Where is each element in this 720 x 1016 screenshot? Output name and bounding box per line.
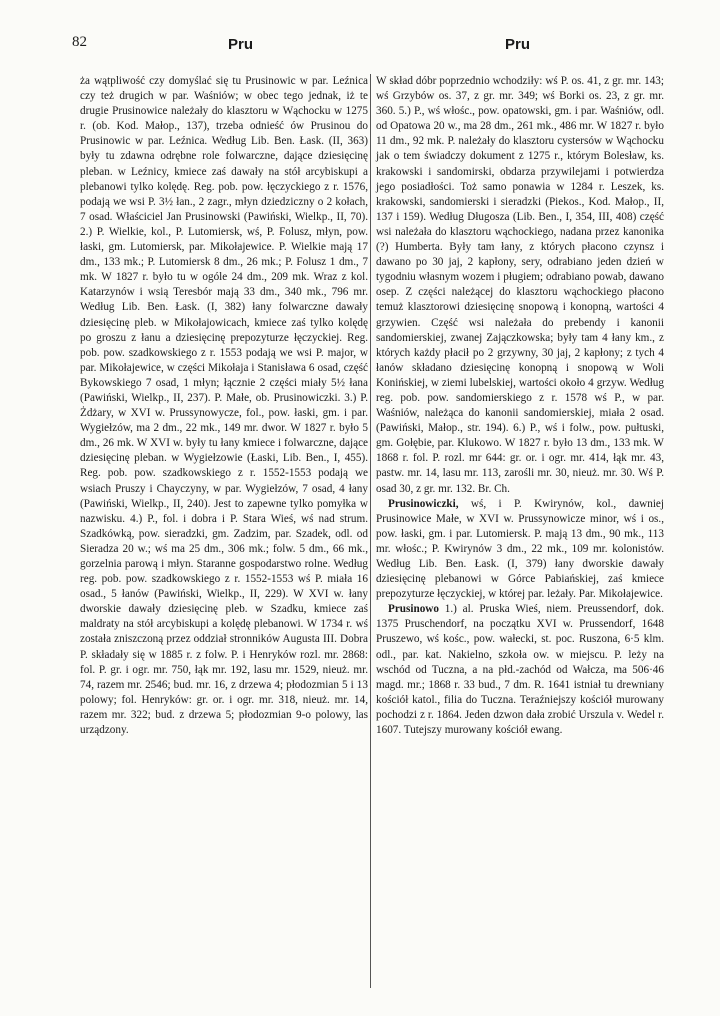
entry-prusinowo-text: 1.) al. Pruska Wieś, niem. Preussendorf, dok. 1375 Pruschendorf, na początku XVI w. Prussendorf, 1648 Pruszewo, wś kośc., pow. wałecki, st. poc. Ruszona, 6·5 klm. odl., par. kat. Nakielno, szkoła ow. w miejscu. P. leży na wschód od Tuczna, a na płd.-zachód od Wałcza, ma 506·46 magd. mr.; 1868 r. 33 bud., 7 dm. R. 1641 istniał tu drewniany kościół katol., filia do Tuczna. Teraźniejszy kościół murowany pochodzi z r. 1864. Jeden dzwon dała zrobić Urszula v. Wedel r. 1607. Tutejszy murowany kościół ewang.	[376, 603, 664, 737]
page-number: 82	[72, 34, 87, 50]
running-head-right: Pru	[505, 36, 531, 53]
right-column	[376, 74, 664, 738]
headword-prusinowo: Prusinowo	[388, 603, 439, 616]
running-head-left: Pru	[228, 36, 254, 53]
entry-prusinowiczki-text: wś, i P. Kwirynów, kol., dawniej Prusinowice Małe, w XVI w. Prussynowicze minor, wś i os., pow. łaski, gm. i par. Lutomiersk. P. mają 13 dm., 90 mk., 113 mr. włośc.; P. Kwirynów 3 dm., 22 mk., 109 mr. kolonistów. Według Lib. Ben. Łask. (I, 379) łany dworskie dawały dziesięcinę plebanowi w Górce Pabiańskiej, zaś kmiece prepozyturze łęczyckiej, w której par. leżały. Par. Mikołajewice.	[376, 497, 664, 601]
entry-prusinowice-continued: W skład dóbr poprzednio wchodziły: wś P. os. 41, z gr. mr. 143; wś Grzybów os. 37, z gr. mr. 349; wś Borki os. 23, z gr. mr. 360. 5.) P., wś włośc., pow. opatowski, gm. i par. Waśniów, odl. od Opatowa 20 w., ma 28 dm., 261 mk., 486 mr. W 1827 r. było 11 dm., 92 mk. P. należały do klasztoru cystersów w Wąchocku jak o tem świadczy dokument z 1275 r., którym Bolesław, ks. krakowski i sandomirski, obdarza przywilejami i potwierdza jego posiadłości. Toż samo ponawia w 1284 r. Leszek, ks. krakowski, sandomierski i sieradzki (Piekos., Kod. Małop., II, 137 i 159). Według Długosza (Lib. Ben., I, 354, III, 408) część wsi należała do klasztoru wąchockiego, nadana przez kanonika (?) Humberta. Były tam łany, z których płacono czynsz i dawano po 30 jaj, 2 kapłony, sery, odrabiano jeden dzień w tygodniu własnym wozem i pługiem; odrabiano powab, dawano osep. Z części należącej do klasztoru wąchockiego płacono temuż klasztorowi dziesięcinę snopową i konopną, wartości 4 grzywien. Część wsi należała do prebendy i kanonii sandomierskiej, zwanej Zajączkowska; były tam 4 łany km., z których każdy płacił po 2 grzywny, 30 jaj, 2 kapłony; z tych 4 łanów składano dziesięcinę konopną i snopową w Woli Konińskiej, w ziemi lubelskiej, wartości około 4 grzyw. Według reg. pob. pow. sandomierskiego z r. 1578 wś P., w par. Waśniów, należąca do kanonii sandomierskiej, miała 2 osad. (Pawiński, Małop., str. 194). 6.) P., wś i folw., pow. pułtuski, gm. Gołębie, par. Klukowo. W 1827 r. było 13 dm., 133 mk. W 1868 r. fol. P. rozl. mr 644: gr. or. i ogr. mr. 414, łąk mr. 43, pastw. mr. 14, lasu mr. 113, zarośli mr. 30, nieuż. mr. 30. Wś P. osad 30, z gr. mr. 132. Br. Ch.	[376, 75, 664, 495]
entry-prusinowo	[376, 602, 664, 738]
left-column-text: ża wątpliwość czy domyślać się tu Prusinowic w par. Leźnica czy też drugich w par. Waśniów; w obec tego jednak, iż te drugie Prusinowice należały do klasztoru w Wąchocku w 1275 r. (ob. Kod. Małop., 137), trzeba odnieść ów Prusinou do Prusinowic w par. Leźnica. Według Lib. Ben. Łask. (II, 363) były tu zdawna odrębne role folwarczne, dające dziesięcinę pleban. w Leźnicy, kmiece zaś dawały na stół arcybiskupi a plebanowi tylko kolędę. Reg. pob. pow. łęczyckiego z r. 1576, podają we wsi P. 3½ łan., 2 zagr., młyn dziedziczny o 2 kołach, 7 osad. Właściciel Jan Prusinowski (Pawiński, Wielkp., II, 70). 2.) P. Wielkie, kol., P. Lutomiersk, wś, P. Folusz, młyn, pow. łaski, gm. Lutomiersk, par. Mikołajewice. P. Wielkie mają 17 dm., 133 mk.; P. Lutomiersk 8 dm., 26 mk.; P. Folusz 1 dm., 7 mk. W 1827 r. było tu w ogóle 24 dm., 209 mk. Wraz z kol. Katarzynów i wsią Teresbór mają 33 dm., 340 mk., 796 mr. Według Lib. Ben. Łask. (I, 382) łany folwarczne dawały dziesięcinę pleb. w Mikołajowicach, kmiece zaś tylko kolędę po groszu z łanu a dziesięcinę prepozyturze łęczyckiej. Reg. pob. pow. szadkowskiego z r. 1553 podają we wsi P. major, w par. Mikołajewice, w części Mikołaja i Stanisława 6 osad, część Bykowskiego 7 osad, 1 młyn; łącznie 2 części miały 5½ łana (Pawiński, Wielkp., II, 237). P. Małe, ob. Prusinowiczki. 3.) P. Żdżary, w XVI w. Prussynowycze, fol., pow. łaski, gm. i par. Wygiełzów, ma 2 dm., 22 mk., 149 mr. dwor. W 1827 r. było 5 dm., 26 mk. W XVI w. były tu łany kmiece i folwarczne, dające dziesięcinę pleban. w Wygiełzowie (Łaski, Lib. Ben., I, 455). Reg. pob. pow. szadkowskiego z r. 1552-1553 podają we wsiach Pruszy i Chayczyny, w par. Wygiełzów, 7 osad, 4 łany (Pawiński, Wielkp., II, 240). Jest to zapewne tylko pomyłka w nazwisku. 4.) P., fol. i dobra i P. Stara Wieś, wś nad strum. Szadkówką, pow. sieradzki, gm. Zadzim, par. Szadek, odl. od Sieradza 20 w.; wś ma 25 dm., 306 mk.; folw. 5 dm., 66 mk., gorzelnia parową i młyn. Staranne gospodarstwo rolne. Według reg. pob. pow. szadkowskiego z r. 1552-1553 wś P. miała 16 osad., 5 łanów (Pawiński, Wielkp., II, 229). W XVI w. łany dworskie dawały dziesięcinę pleb. w Szadku, kmiece zaś maldraty na stół arcybiskupi a kolędę plebanowi. W 1734 r. wś została zniszczoną przez oddział stronników Augusta III. Dobra P. składały się w 1885 r. z folw. P. i Henryków rozl. mr. 2868: fol. P. gr. i ogr. mr. 750, łąk mr. 192, lasu mr. 1529, nieuż. mr. 74, razem mr. 2546; bud. mr. 16, z drzewa 4; płodozmian 5 i 13 polowy; fol. Henryków: gr. or. i ogr. mr. 318, nieuż. mr. 14, razem mr. 322; bud. z drzewa 5; płodozmian 9-o polowy, las urządzony.	[80, 75, 368, 737]
column-divider	[370, 74, 371, 988]
entry-prusinowiczki	[376, 497, 664, 603]
left-column	[80, 74, 368, 738]
headword-prusinowiczki: Prusinowiczki,	[388, 497, 459, 510]
